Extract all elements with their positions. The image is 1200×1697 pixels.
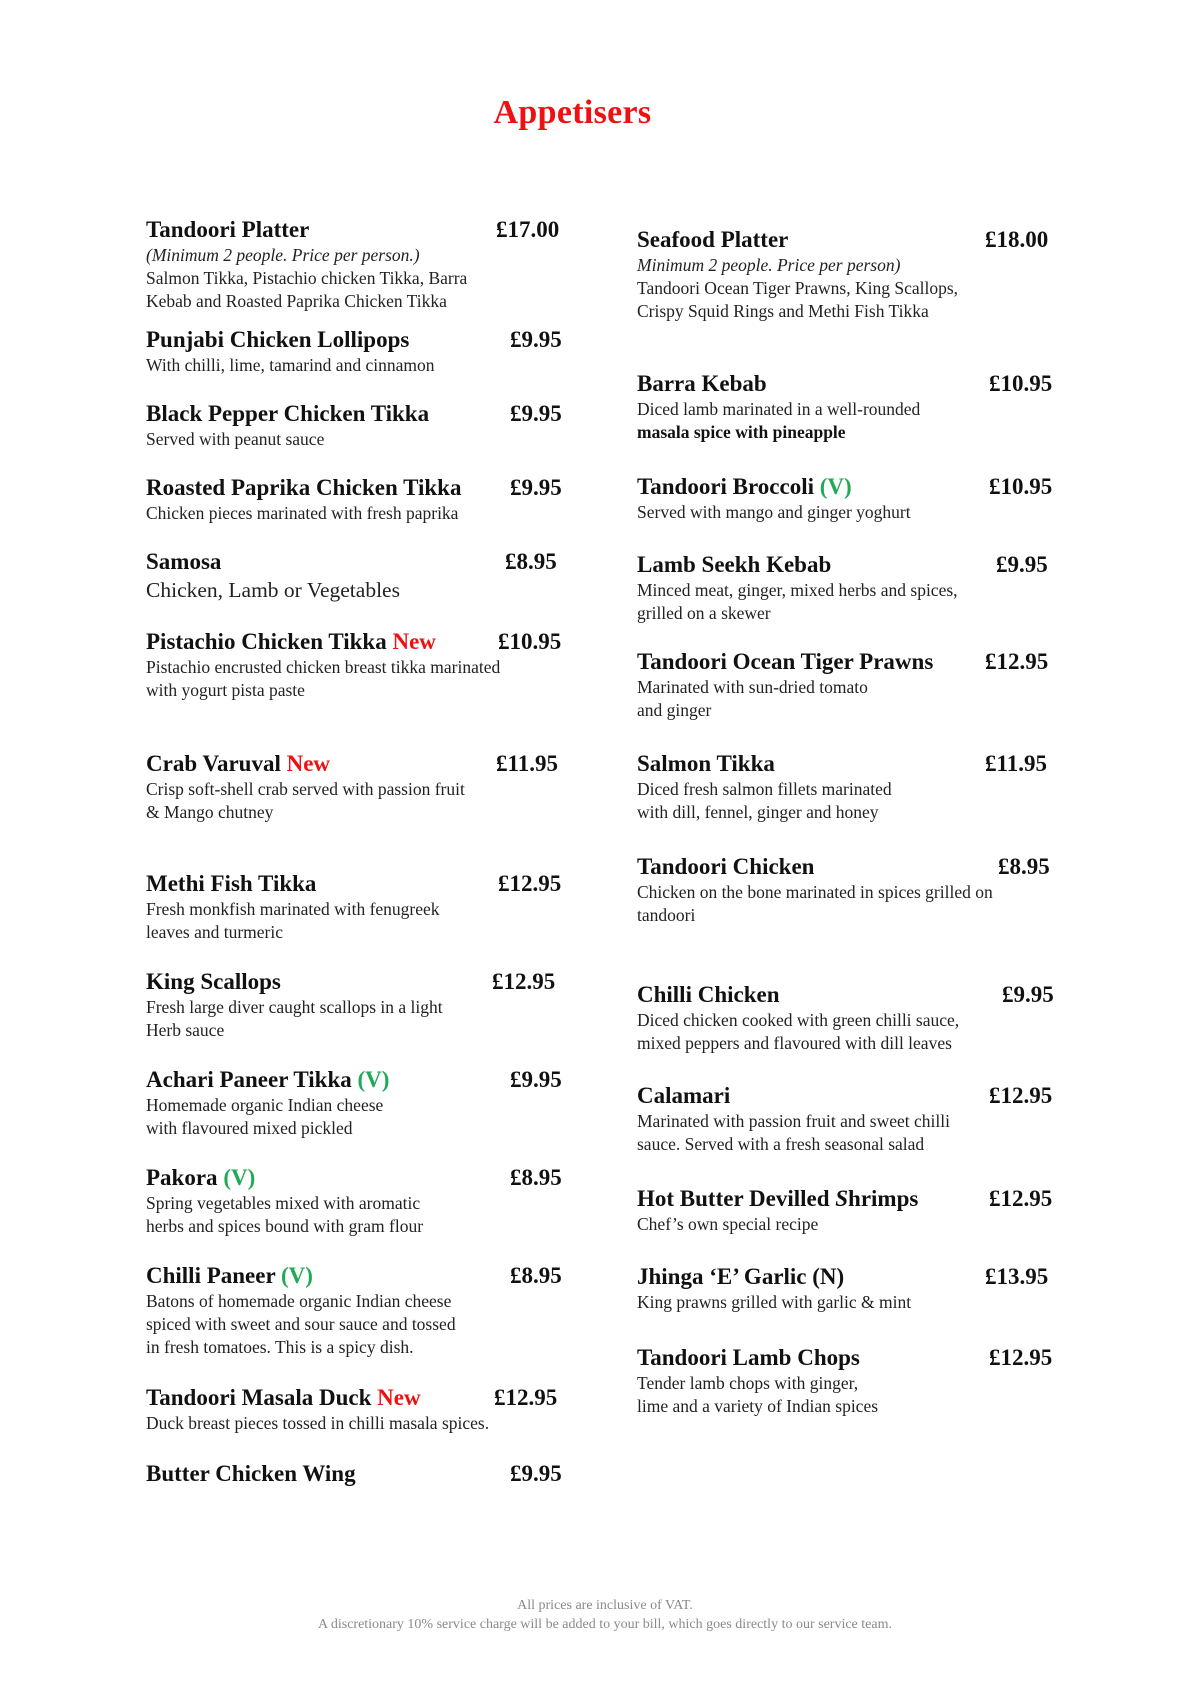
- item-name: [637, 473, 852, 501]
- item-desc: spiced with sweet and sour sauce and tossed: [146, 1314, 456, 1334]
- item-name: Punjabi Chicken Lollipops: [146, 327, 410, 352]
- item-name: [146, 1384, 421, 1412]
- item-desc: in fresh tomatoes. This is a spicy dish.: [146, 1337, 414, 1357]
- item-name: Samosa: [146, 549, 222, 574]
- item-name: Black Pepper Chicken Tikka: [146, 401, 430, 426]
- item-note: (Minimum 2 people. Price per person.): [146, 245, 420, 265]
- item-desc: [637, 421, 1067, 444]
- item-desc: lime and a variety of Indian spices: [637, 1396, 879, 1416]
- item-price: £10.95: [498, 629, 562, 654]
- item-price: £9.95: [996, 552, 1048, 577]
- item-desc: with yogurt pista paste: [146, 680, 305, 700]
- menu-item-barra-kebab: [637, 370, 1067, 444]
- menu-item-jhinga-e-garlic: [637, 1263, 1067, 1314]
- item-name: Jhinga ‘E’ Garlic (N): [637, 1264, 845, 1289]
- item-price: £9.95: [510, 1461, 562, 1486]
- item-desc: Tender lamb chops with ginger,: [637, 1373, 859, 1393]
- item-desc: King prawns grilled with garlic & mint: [637, 1292, 912, 1312]
- item-desc: Homemade organic Indian cheese: [146, 1095, 384, 1115]
- item-price: £9.95: [1002, 982, 1054, 1007]
- menu-item-tandoori-broccoli: [637, 473, 1067, 524]
- item-name: Salmon Tikka: [637, 751, 775, 776]
- item-name: King Scallops: [146, 969, 281, 994]
- item-desc: sauce. Served with a fresh seasonal salad: [637, 1134, 925, 1154]
- item-desc: Crisp soft-shell crab served with passion fruit: [146, 779, 465, 799]
- item-desc: Diced fresh salmon fillets marinated: [637, 779, 892, 799]
- item-desc: Crispy Squid Rings and Methi Fish Tikka: [637, 301, 929, 321]
- item-note: Minimum 2 people. Price per person): [637, 255, 901, 275]
- item-name-text: Pakora: [146, 1165, 218, 1190]
- item-desc: Kebab and Roasted Paprika Chicken Tikka: [146, 291, 447, 311]
- menu-item-crab-varuval: [146, 750, 566, 824]
- menu-item-achari-paneer-tikka: [146, 1066, 566, 1140]
- menu-item-chilli-paneer: [146, 1262, 566, 1359]
- menu-item-roasted-paprika-chicken-tikka: [146, 474, 566, 525]
- menu-item-hot-butter-devilled-shrimps: [637, 1185, 1067, 1236]
- menu-item-tandoori-ocean-tiger-prawns: [637, 648, 1067, 722]
- item-desc: tandoori: [637, 905, 696, 925]
- item-name: [637, 1185, 918, 1213]
- item-name: [146, 750, 330, 778]
- item-name: Methi Fish Tikka: [146, 871, 317, 896]
- item-desc: Chicken pieces marinated with fresh paprika: [146, 503, 459, 523]
- menu-item-tandoori-lamb-chops: [637, 1344, 1067, 1418]
- item-price: £8.95: [510, 1263, 562, 1288]
- item-name: Lamb Seekh Kebab: [637, 552, 832, 577]
- item-name: [146, 1262, 313, 1290]
- item-name: Chilli Chicken: [637, 982, 780, 1007]
- item-name: Tandoori Chicken: [637, 854, 815, 879]
- menu-item-black-pepper-chicken-tikka: [146, 400, 566, 451]
- new-badge: New: [286, 751, 331, 776]
- item-price: £11.95: [985, 751, 1047, 776]
- item-price: £13.95: [985, 1264, 1049, 1289]
- item-price: £10.95: [989, 371, 1053, 396]
- service-charge-note: A discretionary 10% service charge will be added to your bill, which goes directly to our service team.: [318, 1617, 892, 1632]
- item-name: Tandoori Platter: [146, 217, 310, 242]
- vat-note: All prices are inclusive of VAT.: [517, 1598, 693, 1613]
- item-price: £17.00: [496, 217, 560, 242]
- item-name: Calamari: [637, 1083, 731, 1108]
- item-name-part: Hot Butter Devilled: [637, 1186, 836, 1211]
- item-price: £11.95: [496, 751, 558, 776]
- item-price: £9.95: [510, 401, 562, 426]
- item-desc: Spring vegetables mixed with aromatic: [146, 1193, 421, 1213]
- item-name-text: Pistachio Chicken Tikka: [146, 629, 387, 654]
- menu-item-butter-chicken-wing: [146, 1460, 566, 1488]
- item-name: Tandoori Lamb Chops: [637, 1345, 860, 1370]
- new-badge: New: [392, 629, 436, 654]
- item-desc: Served with mango and ginger yoghurt: [637, 502, 911, 522]
- item-name-text: Tandoori Masala Duck: [146, 1385, 372, 1410]
- menu-item-pakora: [146, 1164, 566, 1238]
- item-desc: Fresh large diver caught scallops in a light: [146, 997, 443, 1017]
- item-name: Butter Chicken Wing: [146, 1461, 356, 1486]
- vegetarian-badge: (V): [281, 1263, 313, 1288]
- item-price: £12.95: [494, 1385, 558, 1410]
- item-price: £12.95: [492, 969, 556, 994]
- menu-item-calamari: [637, 1082, 1067, 1156]
- item-desc: mixed peppers and flavoured with dill leaves: [637, 1033, 952, 1053]
- item-desc: Pistachio encrusted chicken breast tikka marinated: [146, 657, 501, 677]
- item-desc-bold: masala spice with pineapple: [637, 422, 846, 442]
- item-name-text: Crab Varuval: [146, 751, 281, 776]
- item-desc: and ginger: [637, 700, 712, 720]
- menu-item-seafood-platter: [637, 226, 1067, 323]
- menu-item-salmon-tikka: [637, 750, 1067, 824]
- menu-item-tandoori-chicken: [637, 853, 1067, 927]
- item-price: £12.95: [989, 1083, 1053, 1108]
- item-desc: Marinated with sun-dried tomato: [637, 677, 868, 697]
- page-title: Appetisers: [493, 94, 652, 131]
- item-name: Roasted Paprika Chicken Tikka: [146, 475, 462, 500]
- item-price: £12.95: [989, 1345, 1053, 1370]
- item-name-text: Chilli Paneer: [146, 1263, 276, 1288]
- menu-item-methi-fish-tikka: [146, 870, 566, 944]
- footer-notes: [0, 1596, 1200, 1634]
- item-price: £9.95: [510, 475, 562, 500]
- item-desc: Marinated with passion fruit and sweet chilli: [637, 1111, 950, 1131]
- item-desc: with dill, fennel, ginger and honey: [637, 802, 879, 822]
- menu-item-tandoori-platter: [146, 216, 566, 313]
- item-desc: grilled on a skewer: [637, 603, 771, 623]
- item-desc: Fresh monkfish marinated with fenugreek: [146, 899, 440, 919]
- item-desc: & Mango chutney: [146, 802, 274, 822]
- item-price: £10.95: [989, 474, 1053, 499]
- item-name: Barra Kebab: [637, 371, 767, 396]
- item-desc: Chicken on the bone marinated in spices grilled on: [637, 882, 993, 902]
- item-name: [146, 628, 436, 656]
- item-desc: Diced chicken cooked with green chilli sauce,: [637, 1010, 960, 1030]
- item-desc: with flavoured mixed pickled: [146, 1118, 353, 1138]
- item-name: [146, 1066, 389, 1094]
- item-desc: Served with peanut sauce: [146, 429, 325, 449]
- item-desc: Diced lamb marinated in a well-rounded: [637, 399, 921, 419]
- item-price: £9.95: [510, 327, 562, 352]
- item-price: £8.95: [505, 549, 557, 574]
- item-name: [146, 1164, 255, 1192]
- item-desc: With chilli, lime, tamarind and cinnamon: [146, 355, 435, 375]
- vegetarian-badge: (V): [819, 474, 852, 499]
- menu-item-samosa: [146, 548, 566, 604]
- item-name-text: Achari Paneer Tikka: [146, 1067, 352, 1092]
- item-desc: Salmon Tikka, Pistachio chicken Tikka, Barra: [146, 268, 468, 288]
- item-name-text: Tandoori Broccoli: [637, 474, 814, 499]
- item-name: Seafood Platter: [637, 227, 789, 252]
- item-name-italic-part: S: [835, 1186, 849, 1211]
- item-price: £12.95: [985, 649, 1049, 674]
- menu-item-chilli-chicken: [637, 981, 1067, 1055]
- item-name: Tandoori Ocean Tiger Prawns: [637, 649, 934, 674]
- item-desc: Minced meat, ginger, mixed herbs and spices,: [637, 580, 958, 600]
- menu-item-tandoori-masala-duck: [146, 1384, 576, 1435]
- item-desc: Chicken, Lamb or Vegetables: [146, 578, 400, 602]
- vegetarian-badge: (V): [223, 1165, 256, 1190]
- item-price: £18.00: [985, 227, 1049, 252]
- menu-item-king-scallops: [146, 968, 566, 1042]
- item-price: £8.95: [998, 854, 1050, 879]
- item-price: £12.95: [989, 1186, 1053, 1211]
- item-desc: Duck breast pieces tossed in chilli masala spices.: [146, 1413, 490, 1433]
- item-desc: Herb sauce: [146, 1020, 225, 1040]
- menu-item-pistachio-chicken-tikka: [146, 628, 566, 702]
- item-price: £12.95: [498, 871, 562, 896]
- item-name-part: hrimps: [848, 1186, 919, 1211]
- item-desc: Tandoori Ocean Tiger Prawns, King Scallops,: [637, 278, 959, 298]
- item-desc: herbs and spices bound with gram flour: [146, 1216, 424, 1236]
- item-desc: Chef’s own special recipe: [637, 1214, 819, 1234]
- item-price: £9.95: [510, 1067, 562, 1092]
- menu-item-punjabi-chicken-lollipops: [146, 326, 566, 377]
- new-badge: New: [377, 1385, 421, 1410]
- item-price: £8.95: [510, 1165, 562, 1190]
- vegetarian-badge: (V): [357, 1067, 390, 1092]
- item-desc: Batons of homemade organic Indian cheese: [146, 1291, 452, 1311]
- menu-item-lamb-seekh-kebab: [637, 551, 1067, 625]
- item-desc: leaves and turmeric: [146, 922, 284, 942]
